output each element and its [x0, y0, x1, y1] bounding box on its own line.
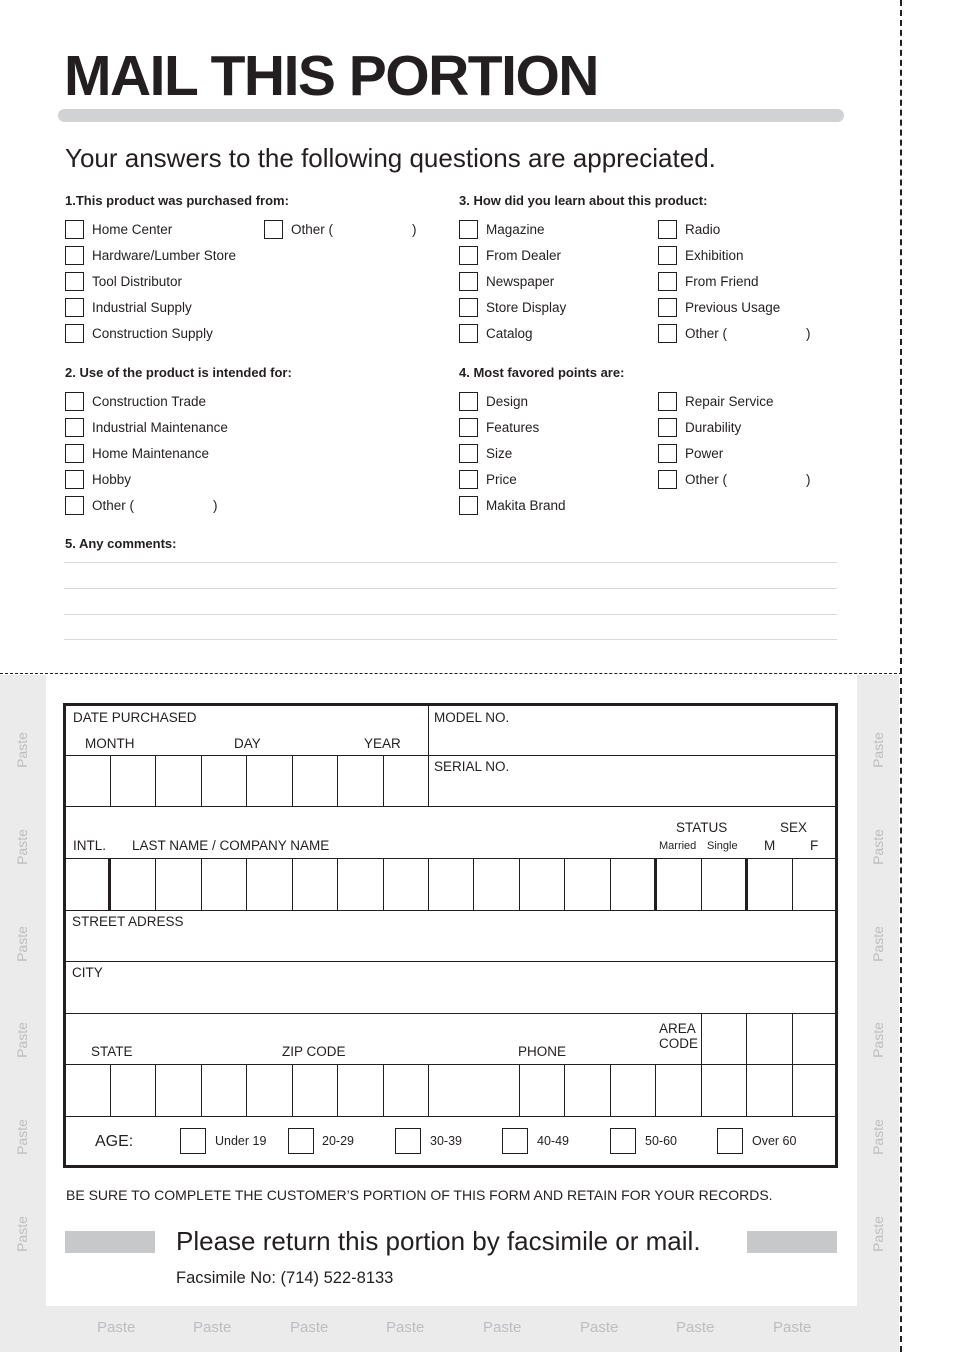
age-option-label: Under 19 [215, 1134, 267, 1148]
option-label: Exhibition [685, 248, 744, 263]
year-label: YEAR [364, 736, 401, 751]
other-close-paren: ) [806, 472, 811, 487]
checkbox[interactable] [459, 246, 478, 265]
records-notice: BE SURE TO COMPLETE THE CUSTOMER’S PORTION OF THIS FORM AND RETAIN FOR YOUR RECORDS. [66, 1187, 773, 1203]
comment-line[interactable] [64, 639, 837, 640]
form-line [65, 1116, 836, 1117]
paste-margin-bottom [46, 1306, 857, 1352]
paste-label: Paste [290, 1319, 329, 1336]
sex-label: SEX [780, 820, 808, 835]
option-label: Repair Service [685, 394, 774, 409]
checkbox[interactable] [459, 220, 478, 239]
paste-label: Paste [870, 1216, 886, 1252]
page-title: MAIL THIS PORTION [64, 44, 598, 108]
serial-no-field[interactable] [429, 756, 835, 805]
paste-label: Paste [870, 926, 886, 962]
checkbox[interactable] [658, 324, 677, 343]
checkbox[interactable] [658, 220, 677, 239]
form-line [201, 755, 202, 806]
option-label: Hobby [92, 472, 132, 487]
return-instruction: Please return this portion by facsimile or mail. [176, 1226, 701, 1256]
paste-label: Paste [676, 1319, 715, 1336]
city-field[interactable] [66, 962, 835, 1012]
form-line [292, 858, 293, 910]
form-line [745, 858, 748, 910]
paste-label: Paste [14, 1119, 30, 1155]
state-label: STATE [91, 1044, 133, 1059]
option-label: Size [486, 446, 513, 461]
option-label: Construction Supply [92, 326, 213, 341]
option-label: Home Maintenance [92, 446, 210, 461]
form-line [792, 1064, 793, 1116]
option-label: Power [685, 446, 724, 461]
option-label: Makita Brand [486, 498, 566, 513]
form-line [65, 806, 836, 807]
option-label: From Friend [685, 274, 759, 289]
checkbox[interactable] [459, 392, 478, 411]
checkbox[interactable] [65, 246, 84, 265]
comment-line[interactable] [64, 562, 837, 563]
option-label: Newspaper [486, 274, 555, 289]
area-code-label: CODE [659, 1036, 699, 1051]
form-line [383, 755, 384, 806]
option-label: Catalog [486, 326, 533, 341]
question-1-title: 1.This product was purchased from: [65, 193, 289, 208]
checkbox[interactable] [459, 324, 478, 343]
city-label: CITY [72, 965, 103, 980]
page-subtitle: Your answers to the following questions are appreciated. [65, 143, 716, 173]
checkbox[interactable] [459, 272, 478, 291]
intl-label: INTL. [73, 838, 107, 853]
age-option-label: 40-49 [537, 1134, 569, 1148]
checkbox[interactable] [65, 324, 84, 343]
paste-label: Paste [870, 732, 886, 768]
form-line [337, 1064, 338, 1116]
area-code-label: AREA [659, 1021, 696, 1036]
checkbox[interactable] [65, 470, 84, 489]
sex-m-label: M [764, 838, 776, 853]
form-line [65, 1013, 836, 1014]
form-line [564, 1064, 565, 1116]
question-5-title: 5. Any comments: [65, 536, 177, 551]
age-option-label: Over 60 [752, 1134, 797, 1148]
age-option-label: 50-60 [645, 1134, 677, 1148]
checkbox[interactable] [658, 272, 677, 291]
option-label: Previous Usage [685, 300, 781, 315]
form-line [792, 858, 793, 910]
option-label: Tool Distributor [92, 274, 183, 289]
form-line [108, 858, 111, 910]
paste-label: Paste [193, 1319, 232, 1336]
form-line [246, 858, 247, 910]
age-checkbox-40-49[interactable] [502, 1128, 528, 1154]
checkbox[interactable] [658, 392, 677, 411]
paste-label: Paste [386, 1319, 425, 1336]
paste-label: Paste [14, 1022, 30, 1058]
model-no-field[interactable] [429, 706, 835, 754]
checkbox[interactable] [658, 444, 677, 463]
paste-label: Paste [97, 1319, 136, 1336]
form-line [246, 755, 247, 806]
vertical-cut-line [900, 0, 902, 1352]
single-label: Single [707, 840, 738, 852]
form-line [746, 1064, 747, 1116]
comment-line[interactable] [64, 614, 837, 615]
form-line [201, 858, 202, 910]
form-line [292, 755, 293, 806]
married-label: Married [659, 840, 697, 852]
option-label: Construction Trade [92, 394, 207, 409]
checkbox[interactable] [658, 298, 677, 317]
zip-code-label: ZIP CODE [282, 1044, 346, 1059]
title-divider [58, 109, 844, 122]
checkbox[interactable] [65, 444, 84, 463]
paste-label: Paste [14, 926, 30, 962]
facsimile-number: Facsimile No: (714) 522-8133 [176, 1269, 394, 1287]
option-label: Industrial Maintenance [92, 420, 228, 435]
form-line [155, 755, 156, 806]
date-purchased-label: DATE PURCHASED [73, 710, 197, 725]
form-line [428, 1064, 429, 1116]
option-label: Radio [685, 222, 721, 237]
form-line [155, 1064, 156, 1116]
form-line [155, 858, 156, 910]
form-line [65, 858, 836, 859]
option-label: Price [486, 472, 517, 487]
option-label: Home Center [92, 222, 173, 237]
form-line [746, 1013, 747, 1064]
paste-label: Paste [870, 1119, 886, 1155]
form-line [655, 1064, 656, 1116]
checkbox[interactable] [459, 298, 478, 317]
form-line [519, 1064, 520, 1116]
checkbox[interactable] [459, 496, 478, 515]
model-no-label: MODEL NO. [434, 710, 510, 725]
option-label: Other ( [685, 472, 728, 487]
form-line [201, 1064, 202, 1116]
checkbox[interactable] [65, 418, 84, 437]
option-label: Other ( [685, 326, 728, 341]
decorative-bar-right [747, 1231, 837, 1253]
paste-label: Paste [14, 732, 30, 768]
question-4-title: 4. Most favored points are: [459, 365, 625, 380]
age-checkbox-under-19[interactable] [180, 1128, 206, 1154]
checkbox[interactable] [65, 272, 84, 291]
checkbox[interactable] [459, 444, 478, 463]
form-line [110, 1064, 111, 1116]
comment-line[interactable] [64, 588, 837, 589]
day-label: DAY [234, 736, 261, 751]
option-label: Features [486, 420, 540, 435]
form-line [110, 755, 111, 806]
age-option-label: 20-29 [322, 1134, 354, 1148]
serial-no-label: SERIAL NO. [434, 759, 510, 774]
paste-label: Paste [483, 1319, 522, 1336]
option-label: Other ( [291, 222, 334, 237]
form-line [792, 1013, 793, 1064]
phone-label: PHONE [518, 1044, 567, 1059]
question-3-title: 3. How did you learn about this product: [459, 193, 708, 208]
option-label: Other ( [92, 498, 135, 513]
status-label: STATUS [676, 820, 728, 835]
form-line [383, 1064, 384, 1116]
option-label: Store Display [486, 300, 567, 315]
form-line [564, 858, 565, 910]
paste-label: Paste [870, 1022, 886, 1058]
checkbox[interactable] [264, 220, 283, 239]
form-line [610, 858, 611, 910]
age-checkbox-20-29[interactable] [288, 1128, 314, 1154]
form-line [337, 755, 338, 806]
form-line [473, 858, 474, 910]
age-option-label: 30-39 [430, 1134, 462, 1148]
horizontal-cut-line [0, 673, 902, 674]
month-label: MONTH [85, 736, 135, 751]
street-address-field[interactable] [66, 911, 835, 960]
form-line [246, 1064, 247, 1116]
option-label: Design [486, 394, 529, 409]
paste-label: Paste [14, 829, 30, 865]
checkbox[interactable] [658, 470, 677, 489]
checkbox[interactable] [459, 418, 478, 437]
sex-f-label: F [810, 838, 819, 853]
checkbox[interactable] [65, 220, 84, 239]
checkbox[interactable] [658, 418, 677, 437]
form-line [292, 1064, 293, 1116]
other-close-paren: ) [213, 498, 218, 513]
age-checkbox-50-60[interactable] [610, 1128, 636, 1154]
form-line [701, 1013, 702, 1064]
option-label: Hardware/Lumber Store [92, 248, 237, 263]
form-line [701, 1064, 702, 1116]
street-address-label: STREET ADRESS [72, 914, 184, 929]
last-name-label: LAST NAME / COMPANY NAME [132, 838, 330, 853]
checkbox[interactable] [459, 470, 478, 489]
form-line [519, 858, 520, 910]
decorative-bar-left [65, 1231, 155, 1253]
checkbox[interactable] [65, 298, 84, 317]
paste-label: Paste [870, 829, 886, 865]
form-line [337, 858, 338, 910]
paste-label: Paste [580, 1319, 619, 1336]
option-label: Industrial Supply [92, 300, 192, 315]
option-label: Magazine [486, 222, 545, 237]
form-line [610, 1064, 611, 1116]
form-line [701, 858, 702, 910]
checkbox[interactable] [658, 246, 677, 265]
form-line [383, 858, 384, 910]
other-close-paren: ) [806, 326, 811, 341]
form-line [65, 1064, 836, 1065]
option-label: Durability [685, 420, 742, 435]
age-checkbox-over-60[interactable] [717, 1128, 743, 1154]
form-line [654, 858, 657, 910]
paste-label: Paste [14, 1216, 30, 1252]
checkbox[interactable] [65, 496, 84, 515]
option-label: From Dealer [486, 248, 562, 263]
form-line [428, 858, 429, 910]
paste-label: Paste [773, 1319, 812, 1336]
checkbox[interactable] [65, 392, 84, 411]
age-checkbox-30-39[interactable] [395, 1128, 421, 1154]
other-close-paren: ) [412, 222, 417, 237]
question-2-title: 2. Use of the product is intended for: [65, 365, 292, 380]
age-label: AGE: [95, 1133, 134, 1150]
